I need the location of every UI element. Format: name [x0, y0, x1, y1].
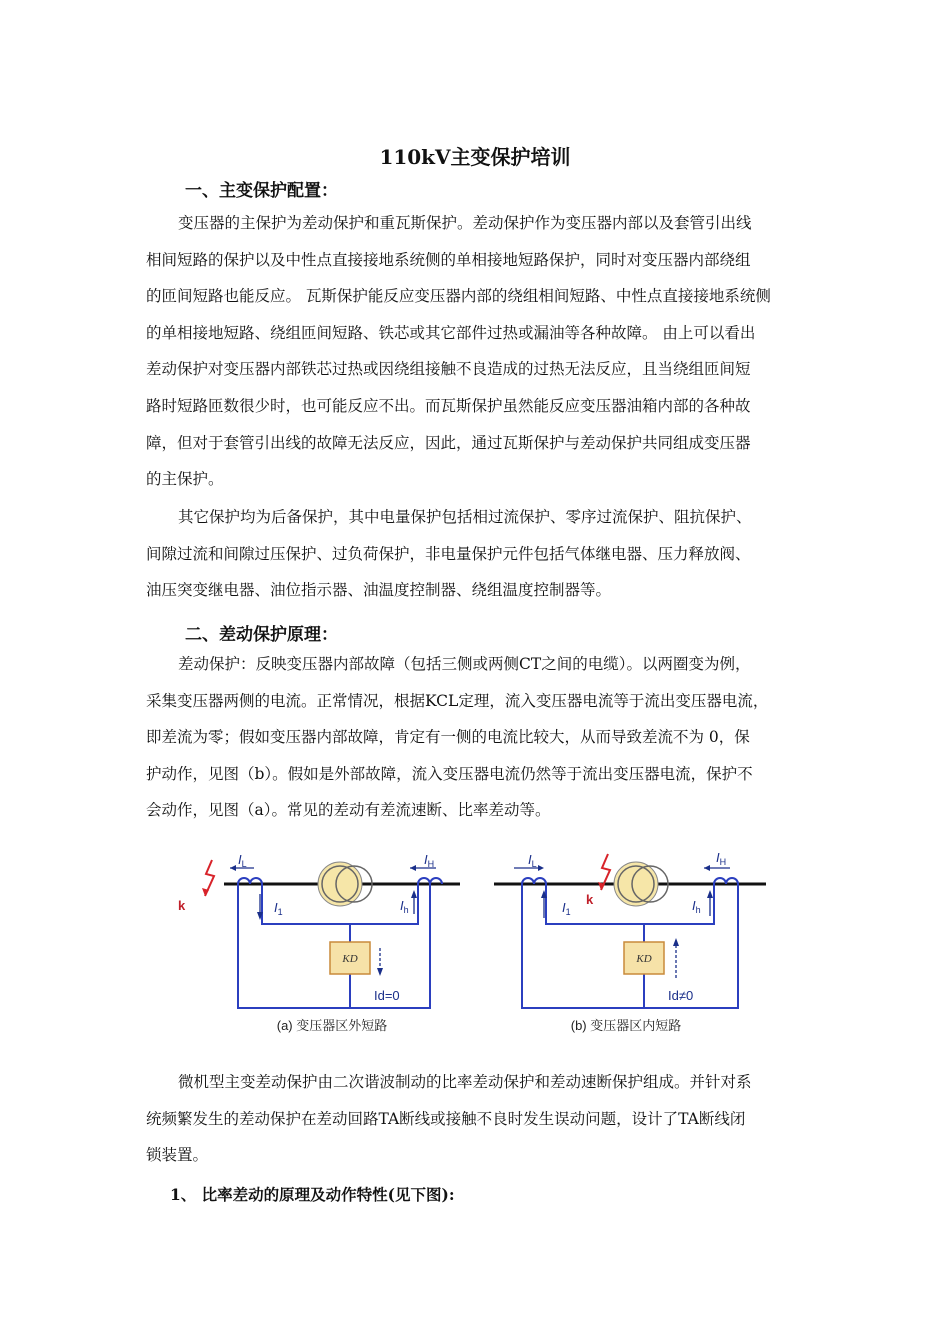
text-line: 微机型主变差动保护由二次谐波制动的比率差动保护和差动速断保护组成。并针对系 [178, 1073, 752, 1091]
paragraph-microcomputer [146, 1064, 810, 1174]
current-ih2-label: $I_h$ [692, 898, 701, 915]
arrow-right-icon [538, 865, 544, 871]
figure-caption: (a) 变压器区外短路 [276, 1018, 388, 1033]
current-ih-label: $I_H$ [716, 850, 727, 867]
text-line: 的匝间短路也能反应。 瓦斯保护能反应变压器内部的绕组相间短路、中性点直接接地系统侧 [146, 287, 771, 306]
text-line: 即差流为零；假如变压器内部故障，肯定有一侧的电流比较大，从而导致差流不为 0，保 [146, 728, 750, 747]
arrow-up-icon [673, 938, 679, 946]
text-line: 差动保护对变压器内部铁芯过热或因绕组接触不良造成的过热无法反应，且当绕组匝间短 [146, 360, 751, 379]
text-line: 油压突变继电器、油位指示器、油温度控制器、绕组温度控制器等。 [146, 581, 612, 600]
subsection-heading-ratio: 1、 比率差动的原理及动作特性(见下图): [170, 1185, 455, 1204]
arrow-left-icon [410, 865, 416, 871]
text-line: 路时短路匝数很少时，也可能反应不出。而瓦斯保护虽然能反应变压器油箱内部的各种故 [146, 396, 751, 415]
text-line: 的主保护。 [146, 470, 224, 489]
text-line: 差动保护：反映变压器内部故障（包括三侧或两侧CT之间的电缆）。以两圈变为例， [178, 655, 751, 673]
text-line: 障，但对于套管引出线的故障无法反应，因此，通过瓦斯保护与差动保护共同组成变压器 [146, 433, 751, 452]
section-heading-config: 一、主变保护配置： [185, 181, 338, 201]
text-line: 的单相接地短路、绕组匝间短路、铁芯或其它部件过热或漏油等各种故障。 由上可以看出 [146, 323, 756, 342]
paragraph-main-protection [146, 205, 810, 498]
arrow-left-icon [704, 865, 710, 871]
text-line: 护动作，见图（b）。假如是外部故障，流入变压器电流仍然等于流出变压器电流，保护不 [146, 764, 753, 783]
arrow-left-icon [230, 865, 236, 871]
text-line: 相间短路的保护以及中性点直接接地系统侧的单相接地短路保护，同时对变压器内部绕组 [146, 250, 751, 269]
document-title: 110kV主变保护培训 [379, 145, 571, 169]
text-line: 变压器的主保护为差动保护和重瓦斯保护。差动保护作为变压器内部以及套管引出线 [178, 214, 752, 232]
section-heading-principle: 二、差动保护原理： [185, 625, 338, 645]
text-line: 间隙过流和间隙过压保护、过负荷保护，非电量保护元件包括气体继电器、压力释放阀、 [146, 544, 751, 563]
text-line: 锁装置。 [146, 1146, 209, 1165]
figure-caption: (b) 变压器区内短路 [570, 1018, 682, 1033]
text-line: 其它保护均为后备保护，其中电量保护包括相过流保护、零序过流保护、阻抗保护、 [178, 508, 752, 526]
figure-external-fault [178, 838, 472, 1043]
current-i1-label: $I_1$ [274, 900, 283, 917]
current-il-label: $I_L$ [238, 852, 247, 869]
relay-kd-label: KD [636, 953, 652, 965]
relay-kd-label: KD [342, 953, 358, 965]
arrow-up-icon [411, 890, 417, 898]
current-il-label: $I_L$ [528, 852, 537, 869]
diff-current-label: Id=0 [374, 988, 400, 1003]
fault-label-k: k [586, 892, 594, 907]
text-line: 采集变压器两侧的电流。正常情况，根据KCL定理，流入变压器电流等于流出变压器电流， [146, 691, 769, 710]
current-ih-label: $I_H$ [424, 852, 435, 869]
current-ih2-label: $I_h$ [400, 898, 409, 915]
paragraph-backup-protection [146, 499, 810, 609]
current-i1-label: $I_1$ [562, 900, 571, 917]
paragraph-differential [146, 646, 810, 829]
arrow-up-icon [707, 890, 713, 898]
text-line: 统频繁发生的差动保护在差动回路TA断线或接触不良时发生误动问题，设计了TA断线闭 [146, 1109, 746, 1128]
fault-label-k: k [178, 898, 186, 913]
figure-internal-fault [486, 838, 766, 1043]
text-line: 会动作，见图（a）。常见的差动有差流速断、比率差动等。 [146, 801, 551, 820]
diff-current-label: Id≠0 [668, 988, 694, 1003]
lightning-fault-icon [202, 860, 214, 896]
arrow-down-icon [377, 968, 383, 976]
